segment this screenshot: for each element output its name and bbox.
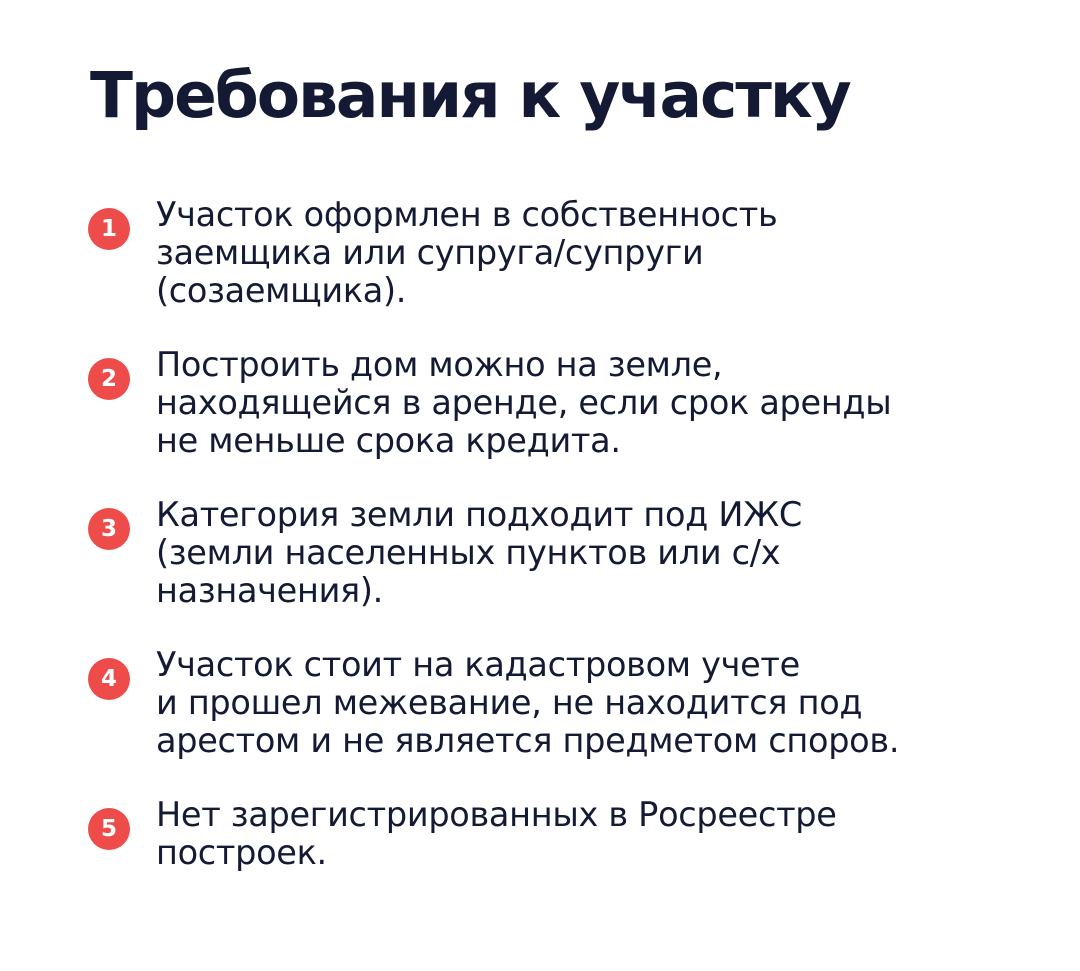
text-line: назначения). (156, 571, 384, 610)
requirements-list (88, 196, 1048, 908)
text-line: (созаемщика). (156, 271, 407, 310)
text-line: Участок стоит на кадастровом учете (156, 645, 800, 684)
text-line: арестом и не является предметом споров. (156, 721, 900, 760)
text-line: и прошел межевание, не находится под (156, 683, 863, 722)
list-item-text (156, 346, 1048, 460)
text-line: не меньше срока кредита. (156, 421, 621, 460)
number-badge: 2 (88, 358, 130, 400)
number-badge: 1 (88, 208, 130, 250)
text-line: находящейся в аренде, если срок аренды (156, 383, 892, 422)
list-item (88, 646, 1048, 760)
number-badge: 3 (88, 508, 130, 550)
list-item (88, 196, 1048, 310)
text-line: Нет зарегистрированных в Росреестре (156, 795, 837, 834)
list-item-text (156, 496, 1048, 610)
text-line: Участок оформлен в собственность (156, 195, 778, 234)
list-item (88, 346, 1048, 460)
page-title: Требования к участку (90, 59, 850, 132)
text-line: заемщика или супруга/супруги (156, 233, 704, 272)
list-item (88, 796, 1048, 872)
text-line: построек. (156, 833, 327, 872)
number-badge: 4 (88, 658, 130, 700)
text-line: Построить дом можно на земле, (156, 345, 723, 384)
list-item-text (156, 796, 1048, 872)
text-line: (земли населенных пунктов или с/х (156, 533, 781, 572)
list-item-text (156, 646, 1048, 760)
list-item-text (156, 196, 1048, 310)
text-line: Категория земли подходит под ИЖС (156, 495, 803, 534)
list-item (88, 496, 1048, 610)
number-badge: 5 (88, 808, 130, 850)
